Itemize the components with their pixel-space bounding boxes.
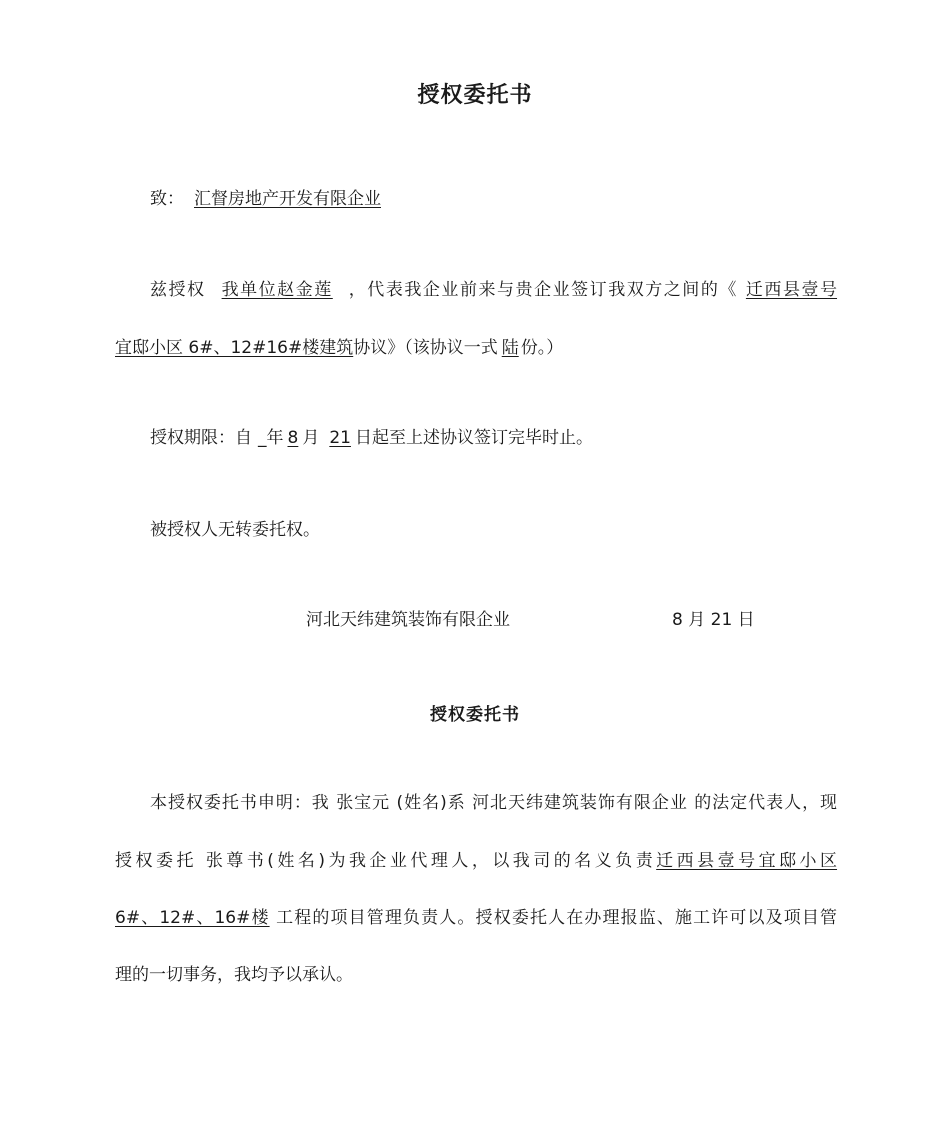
signing-company: 河北天纬建筑装饰有限企业: [306, 610, 510, 630]
page-title: 授权委托书: [417, 83, 533, 108]
period-month-label: 月: [302, 428, 320, 448]
declaration-name-note: (姓名)系: [396, 793, 466, 813]
period-month: 8: [287, 428, 299, 448]
auth-mid-text: ，代表我企业前来与贵企业签订我双方之间的《: [348, 280, 738, 300]
authorization-period: [150, 426, 837, 450]
entrust-prefix: 授权委托: [115, 851, 197, 871]
legal-representative-name: 张宝元: [336, 793, 391, 813]
copies-end: 份。）: [520, 338, 564, 358]
period-year-label: 年: [266, 428, 284, 448]
period-prefix: 授权期限：自: [150, 428, 252, 448]
declaration-line-2: [115, 849, 837, 873]
project-name-part-1: 迁西县壹号: [745, 280, 838, 300]
declaration-company: 河北天纬建筑装饰有限企业: [472, 793, 688, 813]
declaration-role: 的法定代表人，现: [694, 793, 838, 813]
agent-name: 张尊书: [205, 851, 268, 871]
period-day: 21: [329, 428, 351, 448]
addressee-label: 致：: [150, 189, 184, 209]
authorized-person: 我单位赵金莲: [221, 280, 333, 300]
addressee-line: [150, 187, 837, 211]
copies-count: 陆: [501, 338, 519, 358]
declaration-prefix: 本授权委托书申明：我: [150, 793, 330, 813]
declaration-line-3: [115, 906, 837, 930]
declaration-line-1: [150, 791, 837, 815]
signing-date: 8 月 21 日: [672, 610, 755, 630]
authorization-line-1: [150, 278, 837, 302]
project-role-text: 工程的项目管理负责人。授权委托人在办理报监、施工许可以及项目管: [276, 908, 838, 928]
entrust-text: (姓名)为我企业代理人，以我司的名义负责: [267, 851, 657, 871]
period-year-blank: _: [258, 428, 267, 448]
addressee-company: 汇督房地产开发有限企业: [194, 189, 381, 209]
authorization-line-2: [115, 336, 837, 360]
auth-prefix: 兹授权: [150, 280, 206, 300]
section-title: 授权委托书: [430, 705, 520, 725]
project-name-part-2: 宜邸小区 6#、12#16#楼建筑: [115, 338, 354, 358]
agreement-suffix: 协议》（该协议一式: [353, 338, 498, 358]
declaration-line-4: 理的一切事务，我均予以承认。: [115, 965, 353, 985]
no-transfer-clause: 被授权人无转委托权。: [150, 520, 320, 540]
project-buildings: 6#、12#、16#楼: [115, 908, 270, 928]
project-name: 迁西县壹号宜邸小区: [656, 851, 838, 871]
period-suffix: 日起至上述协议签订完毕时止。: [354, 428, 593, 448]
